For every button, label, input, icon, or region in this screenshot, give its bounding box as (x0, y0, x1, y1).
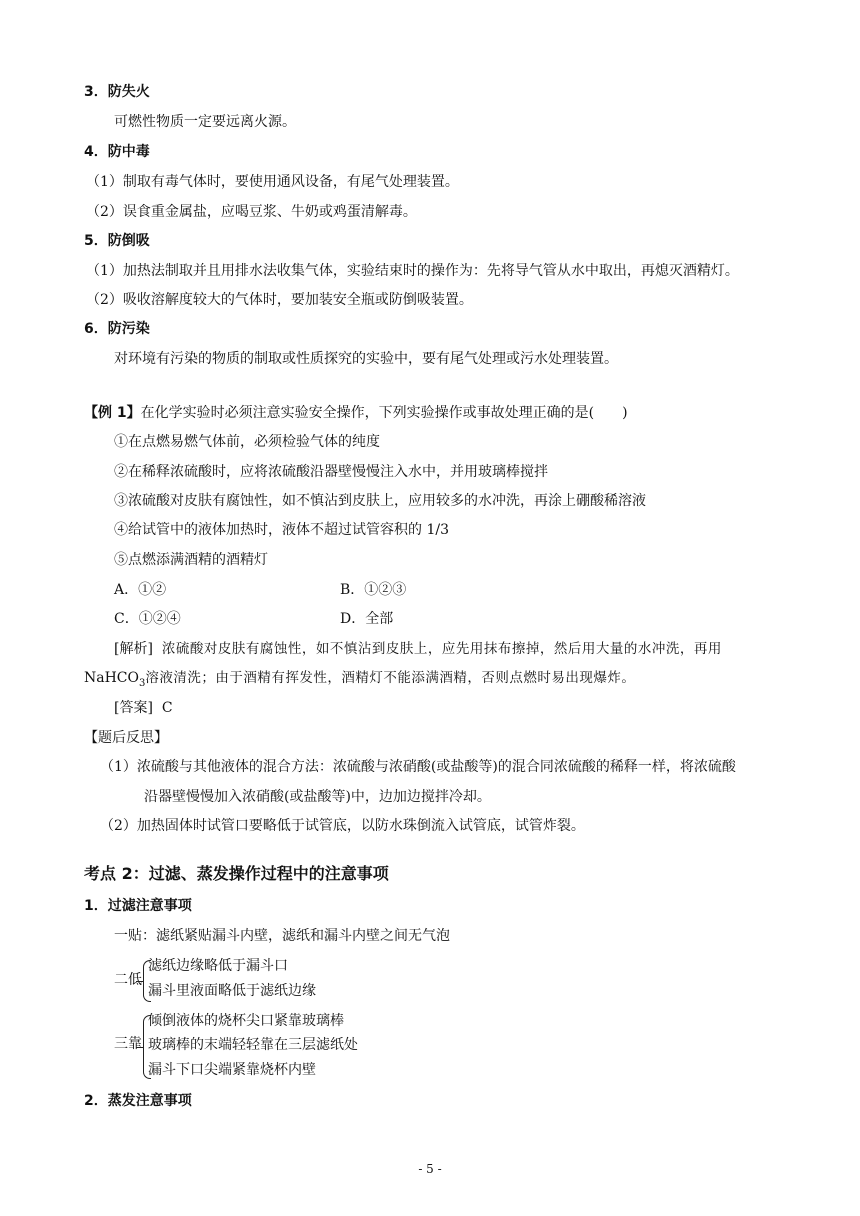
section-5-item-1: （1）加热法制取并且用排水法收集气体，实验结束时的操作为：先将导气管从水中取出，再熄灭酒精灯。 (86, 263, 739, 279)
kaodian-2-title: 考点 2：过滤、蒸发操作过程中的注意事项 (84, 864, 389, 883)
example-statement-5: ⑤点燃添满酒精的酒精灯 (114, 552, 268, 568)
erdi-label: 二低 (114, 972, 142, 988)
example-statement-2: ②在稀释浓硫酸时，应将浓硫酸沿器壁慢慢注入水中，并用玻璃棒搅拌 (114, 464, 548, 480)
sankao-item-3: 漏斗下口尖端紧靠烧杯内壁 (148, 1062, 316, 1078)
section-6-text: 对环境有污染的物质的制取或性质探究的实验中，要有尾气处理或污水处理装置。 (114, 351, 618, 367)
section-4-item-2: （2）误食重金属盐，应喝豆浆、牛奶或鸡蛋清解毒。 (86, 204, 417, 220)
analysis-text-1: 浓硫酸对皮肤有腐蚀性，如不慎沾到皮肤上，应先用抹布擦掉，然后用大量的水冲洗，再用 (161, 641, 722, 657)
reflection-heading: 【题后反思】 (84, 730, 168, 746)
section-4-heading: 4．防中毒 (84, 144, 150, 160)
sankao-item-2: 玻璃棒的末端轻轻靠在三层滤纸处 (148, 1037, 358, 1053)
filter-heading: 1．过滤注意事项 (84, 898, 192, 914)
choice-c: C．①②④ (114, 611, 181, 627)
answer-label: [答案] (114, 700, 153, 716)
yitie-text: 一贴：滤纸紧贴漏斗内壁，滤纸和漏斗内壁之间无气泡 (114, 928, 450, 944)
section-3-text: 可燃性物质一定要远离火源。 (114, 114, 296, 130)
example-statement-3: ③浓硫酸对皮肤有腐蚀性，如不慎沾到皮肤上，应用较多的水冲洗，再涂上硼酸稀溶液 (114, 493, 646, 509)
erdi-item-2: 漏斗里液面略低于滤纸边缘 (148, 983, 316, 999)
section-4-item-1: （1）制取有毒气体时，要使用通风设备，有尾气处理装置。 (86, 174, 459, 190)
answer-line (114, 698, 173, 718)
analysis-label: [解析] (114, 641, 153, 657)
sankao-item-1: 倾倒液体的烧杯尖口紧靠玻璃棒 (148, 1013, 344, 1029)
section-5-heading: 5．防倒吸 (84, 233, 150, 249)
choice-a: A．①② (114, 582, 167, 598)
analysis-formula-subscript: 3 (139, 677, 146, 689)
page-number: - 5 - (418, 1162, 442, 1176)
example-1-question (84, 403, 628, 423)
section-5-item-2: （2）吸收溶解度较大的气体时，要加装安全瓶或防倒吸装置。 (86, 292, 473, 308)
evaporation-heading: 2．蒸发注意事项 (84, 1093, 192, 1109)
example-statement-1: ①在点燃易燃气体前，必须检验气体的纯度 (114, 434, 380, 450)
example-stem: 在化学实验时必须注意实验安全操作，下列实验操作或事故处理正确的是( ) (140, 405, 628, 421)
choice-b: B．①②③ (340, 582, 407, 598)
reflection-item-2: （2）加热固体时试管口要略低于试管底，以防水珠倒流入试管底，试管炸裂。 (100, 818, 585, 834)
sankao-label: 三靠 (114, 1036, 142, 1052)
analysis-text-2: 溶液清洗；由于酒精有挥发性，酒精灯不能添满酒精，否则点燃时易出现爆炸。 (145, 670, 636, 686)
analysis-line-1 (114, 639, 722, 659)
section-6-heading: 6．防污染 (84, 321, 150, 337)
erdi-item-1: 滤纸边缘略低于漏斗口 (148, 958, 288, 974)
analysis-formula: NaHCO (84, 670, 139, 686)
analysis-line-2 (84, 668, 635, 694)
choice-d: D．全部 (340, 611, 394, 627)
example-statement-4: ④给试管中的液体加热时，液体不超过试管容积的 1/3 (114, 522, 449, 538)
answer-value: C (161, 700, 173, 716)
example-label: 【例 1】 (84, 405, 141, 421)
section-3-heading: 3．防失火 (84, 84, 150, 100)
reflection-item-1-line-1: （1）浓硫酸与其他液体的混合方法：浓硫酸与浓硝酸(或盐酸等)的混合同浓硫酸的稀释一样，将浓硫酸 (100, 759, 736, 775)
reflection-item-1-line-2: 沿器壁慢慢加入浓硝酸(或盐酸等)中，边加边搅拌冷却。 (144, 789, 491, 805)
